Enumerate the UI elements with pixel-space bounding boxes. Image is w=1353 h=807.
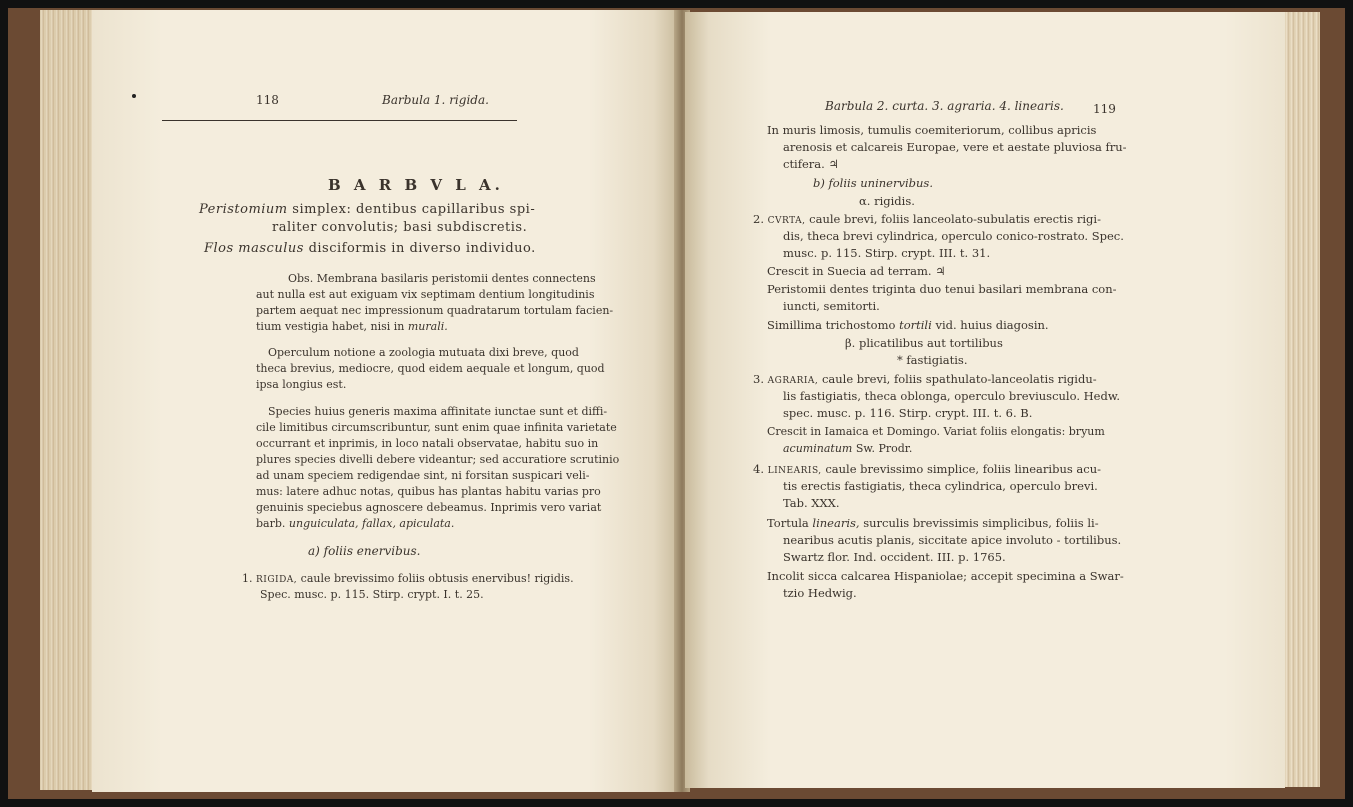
habitat-line-3: ctifera. ♃ <box>783 157 839 171</box>
flos-masculus-line: Flos masculus disciformis in diverso individuo. <box>204 241 536 256</box>
peristomium-line-1: Peristomium simplex: dentibus capillaribus spi- <box>199 202 536 217</box>
curta-note-2: Peristomii dentes triginta duo tenui basilari membrana con- <box>767 282 1117 296</box>
left-page-edges <box>40 10 96 790</box>
species-line-6: mus: latere adhuc notas, quibus has plantas habitu varias pro <box>256 485 601 498</box>
obs-line-2: aut nulla est aut exiguam vix septimam dentium longitudinis <box>256 288 595 301</box>
section-a-heading: a) foliis enervibus. <box>308 544 421 558</box>
tortula-line-2: nearibus acutis planis, siccitate apice involuto - tortilibus. <box>783 533 1122 547</box>
entry-agraria-line-1: 3. AGRARIA, caule brevi, foliis spathulato-lanceolatis rigidu- <box>753 372 1097 386</box>
obs-line-1: Obs. Membrana basilaris peristomii dentes connectens <box>288 272 596 285</box>
left-page <box>92 10 677 792</box>
entry-linearis-line-3: Tab. XXX. <box>783 496 840 510</box>
entry-linearis-line-2: tis erectis fastigiatis, theca cylindrica, operculo brevi. <box>783 479 1098 493</box>
ink-spot <box>132 94 136 98</box>
page-number-right: 119 <box>1093 102 1116 116</box>
curta-note-1: Crescit in Suecia ad terram. ♃ <box>767 264 946 278</box>
tortula-line-3: Swartz flor. Ind. occident. III. p. 1765. <box>783 550 1006 564</box>
species-line-4: plures species divelli debere videantur; sed accuratiore scrutinio <box>256 453 620 466</box>
obs-line-4: tium vestigia habet, nisi in murali. <box>256 320 448 333</box>
entry-linearis-line-1: 4. LINEARIS, caule brevissimo simplice, foliis linearibus acu- <box>753 462 1102 476</box>
alpha-heading: α. rigidis. <box>859 194 915 208</box>
tortula-line-1: Tortula linearis, surculis brevissimis simplicibus, foliis li- <box>767 516 1099 530</box>
entry-curta-line-3: musc. p. 115. Stirp. crypt. III. t. 31. <box>783 246 991 260</box>
habitat-line-1: In muris limosis, tumulis coemiteriorum, collibus apricis <box>767 123 1097 137</box>
species-line-1: Species huius generis maxima affinitate iunctae sunt et diffi- <box>268 405 608 418</box>
simillima-line: Simillima trichostomo tortili vid. huius diagosin. <box>767 318 1049 332</box>
right-page-edges <box>1280 12 1320 787</box>
entry-rigida-line-2: Spec. musc. p. 115. Stirp. crypt. I. t. 25. <box>260 588 484 601</box>
entry-curta-line-1: 2. CVRTA, caule brevi, foliis lanceolato-subulatis erectis rigi- <box>753 212 1101 226</box>
incolit-line-2: tzio Hedwig. <box>783 586 857 600</box>
incolit-line-1: Incolit sicca calcarea Hispaniolae; accepit specimina a Swar- <box>767 569 1124 583</box>
operculum-line-2: theca brevius, mediocre, quod eidem aequale et longum, quod <box>256 362 605 375</box>
peristomium-line-2: raliter convolutis; basi subdiscretis. <box>272 220 528 235</box>
page-number-left: 118 <box>256 93 279 107</box>
running-header-left: Barbula 1. rigida. <box>382 93 489 107</box>
species-line-5: ad unam speciem redigendae sint, ni forsitan suspicari veli- <box>256 469 590 482</box>
habitat-line-2: arenosis et calcareis Europae, vere et aestate pluviosa fru- <box>783 140 1127 154</box>
entry-curta-line-2: dis, theca brevi cylindrica, operculo conico-rostrato. Spec. <box>783 229 1124 243</box>
species-line-8: barb. unguiculata, fallax, apiculata. <box>256 517 455 530</box>
obs-line-3: partem aequat nec impressionum quadratarum tortulam facien- <box>256 304 614 317</box>
agraria-note-1: Crescit in Iamaica et Domingo. Variat foliis elongatis: bryum <box>767 425 1105 438</box>
section-b-heading: b) foliis uninervibus. <box>813 176 933 190</box>
entry-agraria-line-3: spec. musc. p. 116. Stirp. crypt. III. t. 6. B. <box>783 406 1033 420</box>
right-page <box>685 12 1285 788</box>
entry-agraria-line-2: lis fastigiatis, theca oblonga, operculo breviusculo. Hedw. <box>783 389 1120 403</box>
species-line-2: cile limitibus circumscribuntur, sunt enim quae infinita varietate <box>256 421 617 434</box>
curta-note-3: iuncti, semitorti. <box>783 299 880 313</box>
beta-heading: β. plicatilibus aut tortilibus <box>845 336 1003 350</box>
header-rule <box>162 120 517 121</box>
species-line-7: genuinis speciebus agnoscere debeamus. Inprimis vero variat <box>256 501 602 514</box>
genus-title: B A R B V L A. <box>328 176 504 194</box>
entry-rigida-line-1: 1. RIGIDA, caule brevissimo foliis obtusis enervibus! rigidis. <box>242 572 574 585</box>
agraria-note-2: acuminatum Sw. Prodr. <box>783 442 913 455</box>
fastigiatis-heading: * fastigiatis. <box>897 353 968 367</box>
operculum-line-1: Operculum notione a zoologia mutuata dixi breve, quod <box>268 346 579 359</box>
running-header-right: Barbula 2. curta. 3. agraria. 4. linearis. <box>825 99 1064 113</box>
operculum-line-3: ipsa longius est. <box>256 378 347 391</box>
species-line-3: occurrant et inprimis, in loco natali observatae, habitu suo in <box>256 437 599 450</box>
